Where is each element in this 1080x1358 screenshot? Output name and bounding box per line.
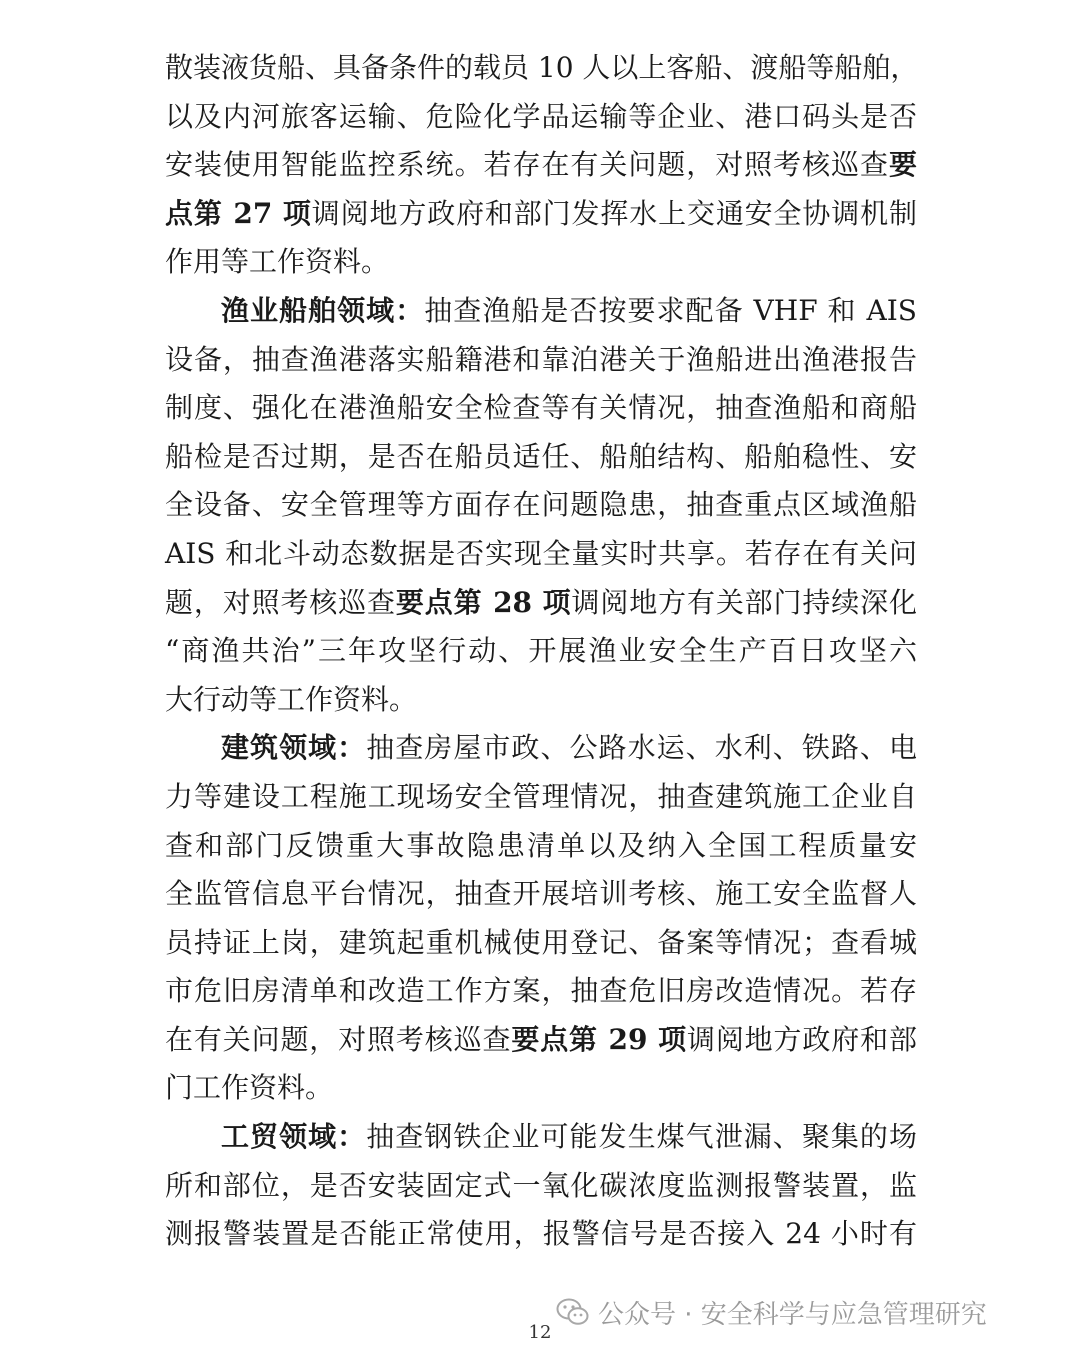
text-segment: 在有关问题，对照考核巡查: [165, 1022, 512, 1056]
bold-text-segment: 点第 27 项: [165, 196, 312, 230]
bold-text-segment: 建筑领域：: [221, 731, 367, 765]
text-segment: 以及内河旅客运输、危险化学品运输等企业、港口码头是否: [165, 99, 917, 133]
text-line: [165, 1210, 917, 1259]
text-segment: 船检是否过期，是否在船员适任、船舶结构、船舶稳性、安: [165, 439, 917, 473]
text-segment: 调阅地方政府和部: [686, 1022, 917, 1056]
text-segment: 门工作资料。: [165, 1071, 334, 1105]
text-segment: AIS 和北斗动态数据是否实现全量实时共享。若存在有关问: [165, 536, 917, 570]
page-number: 12: [528, 1322, 552, 1343]
text-line: [165, 773, 917, 822]
text-segment: 查和部门反馈重大事故隐患清单以及纳入全国工程质量安: [165, 828, 917, 862]
text-line: [165, 724, 917, 773]
text-segment: 力等建设工程施工现场安全管理情况，抽查建筑施工企业自: [165, 779, 917, 813]
text-line: [165, 141, 917, 190]
text-segment: 调阅地方政府和部门发挥水上交通安全协调机制: [311, 196, 917, 230]
text-line: [165, 967, 917, 1016]
text-segment: 抽查渔船是否按要求配备 VHF 和 AIS: [424, 293, 917, 327]
body-text: [165, 44, 917, 1259]
text-line: [165, 530, 917, 579]
text-line: [165, 287, 917, 336]
watermark-text: 公众号 · 安全科学与应急管理研究: [598, 1299, 987, 1330]
text-segment: 全设备、安全管理等方面存在问题隐患，抽查重点区域渔船: [165, 488, 917, 522]
text-segment: 作用等工作资料。: [165, 245, 390, 279]
text-line: [165, 919, 917, 968]
text-segment: 调阅地方有关部门持续深化: [571, 585, 917, 619]
text-line: [165, 93, 917, 142]
text-segment: 所和部位，是否安装固定式一氧化碳浓度监测报警装置，监: [165, 1168, 917, 1202]
text-line: [165, 1113, 917, 1162]
text-line: [165, 238, 917, 287]
text-segment: 市危旧房清单和改造工作方案，抽查危旧房改造情况。若存: [165, 974, 917, 1008]
bold-text-segment: 要点第 29 项: [511, 1022, 687, 1056]
text-line: [165, 676, 917, 725]
text-segment: 制度、强化在港渔船安全检查等有关情况，抽查渔船和商船: [165, 391, 917, 425]
text-line: [165, 870, 917, 919]
text-segment: 大行动等工作资料。: [165, 682, 418, 716]
text-segment: 散装液货船、具备条件的载员 10 人以上客船、渡船等船舶，: [165, 51, 919, 84]
text-segment: 全监管信息平台情况，抽查开展培训考核、施工安全监督人: [165, 877, 917, 911]
text-line: [165, 44, 917, 93]
text-segment: 抽查钢铁企业可能发生煤气泄漏、聚集的场: [366, 1120, 917, 1154]
text-line: [165, 433, 917, 482]
text-segment: 题，对照考核巡查: [165, 585, 396, 619]
text-segment: 员持证上岗，建筑起重机械使用登记、备案等情况；查看城: [165, 925, 917, 959]
text-segment: 测报警装置是否能正常使用，报警信号是否接入 24 小时有: [165, 1217, 917, 1251]
text-line: [165, 1016, 917, 1065]
text-line: [165, 822, 917, 871]
text-line: [165, 336, 917, 385]
text-line: [165, 190, 917, 239]
text-line: [165, 1162, 917, 1211]
text-line: [165, 627, 917, 676]
text-segment: 安装使用智能监控系统。若存在有关问题，对照考核巡查: [165, 148, 889, 182]
text-segment: 抽查房屋市政、公路水运、水利、铁路、电: [366, 731, 917, 765]
text-line: [165, 384, 917, 433]
text-segment: 设备，抽查渔港落实船籍港和靠泊港关于渔船进出渔港报告: [165, 342, 917, 376]
text-segment: “商渔共治”三年攻坚行动、开展渔业安全生产百日攻坚六: [165, 634, 917, 668]
text-line: [165, 481, 917, 530]
bold-text-segment: 要点第 28 项: [395, 585, 572, 619]
bold-text-segment: 要: [888, 148, 917, 182]
text-line: [165, 579, 917, 628]
bold-text-segment: 工贸领域：: [221, 1120, 367, 1154]
bold-text-segment: 渔业船舶领域：: [221, 293, 425, 327]
text-line: [165, 1064, 917, 1113]
